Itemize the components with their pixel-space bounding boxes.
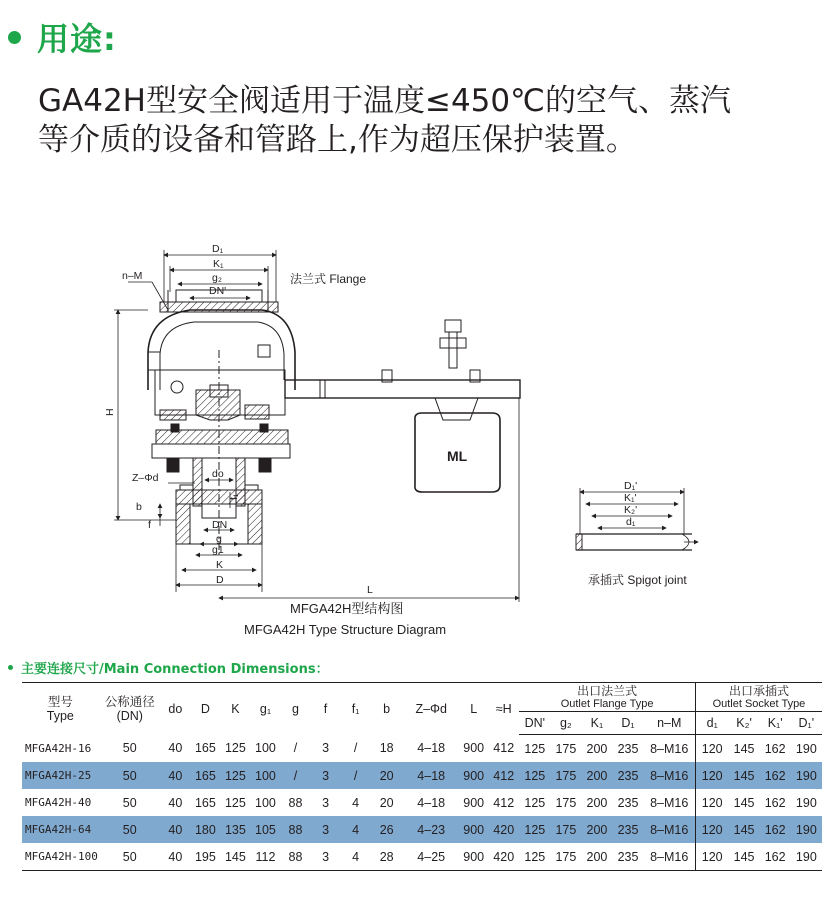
col-k1: K₁ <box>581 712 612 735</box>
table-cell-b: 20 <box>379 795 394 810</box>
table-cell-dnp: 125 <box>519 843 550 871</box>
table-cell-g: 88 <box>288 795 303 810</box>
table-cell-z: 4–18 <box>417 795 446 810</box>
table-cell-H: 412 <box>488 762 519 789</box>
table-cell-f1: / <box>341 762 370 789</box>
caption-cn: MFGA42H型结构图 <box>290 601 404 616</box>
table-cell-f: 3 <box>310 762 341 789</box>
table-cell-D: 165 <box>194 795 216 810</box>
usage-description: GA42H型安全阀适用于温度≤450℃的空气、蒸汽等介质的设备和管路上,作为超压保护装置。 <box>38 83 731 158</box>
table-cell-b: 18 <box>379 741 394 756</box>
dim-DN: DN <box>212 519 228 531</box>
table-cell-D: 195 <box>190 843 221 871</box>
col-g: g <box>281 683 310 735</box>
table-cell-g1: 100 <box>255 795 276 810</box>
table-cell-z: 4–18 <box>403 762 459 789</box>
table-cell-K: 145 <box>221 843 250 871</box>
table-cell-g2: 175 <box>555 795 577 810</box>
col-f1: f₁ <box>341 683 370 735</box>
table-row <box>22 816 822 843</box>
dim-D: D <box>216 574 224 586</box>
dim-H: H <box>104 408 116 416</box>
table-cell-dn: 50 <box>99 816 161 843</box>
table-cell-nm: 8–M16 <box>644 843 696 871</box>
table-cell-L: 900 <box>459 762 488 789</box>
table-cell-k2p: 145 <box>733 795 755 810</box>
dim-D1: D₁ <box>212 243 224 255</box>
flange-label: 法兰式 Flange <box>290 272 367 286</box>
table-cell-do: 40 <box>168 741 183 756</box>
table-cell-D: 165 <box>194 741 216 756</box>
table-cell-D: 165 <box>190 762 221 789</box>
col-L: L <box>459 683 488 735</box>
table-cell-g1: 105 <box>250 816 281 843</box>
dim-g: g <box>216 533 222 545</box>
table-cell-dnp: 125 <box>524 795 546 810</box>
table-cell-K: 125 <box>221 762 250 789</box>
col-d1: d₁ <box>695 712 728 735</box>
table-cell-g2: 175 <box>550 762 581 789</box>
dim-g2: g₂ <box>212 272 222 284</box>
table-cell-do: 40 <box>161 816 190 843</box>
table-cell-f1: / <box>353 741 358 756</box>
dim-f: f <box>148 519 151 531</box>
table-cell-H: 412 <box>493 795 515 810</box>
table-cell-dn: 50 <box>122 741 137 756</box>
col-d1-flange: D₁ <box>613 712 644 735</box>
table-cell-type: MFGA42H-16 <box>25 741 92 755</box>
dim-d1: d₁ <box>626 516 636 528</box>
table-cell-type: MFGA42H-100 <box>22 843 99 871</box>
dim-b: b <box>136 501 142 513</box>
col-K: K <box>221 683 250 735</box>
table-cell-d1f: 235 <box>617 741 639 756</box>
bullet-icon <box>8 31 21 44</box>
table-cell-d1p: 190 <box>791 843 822 871</box>
table-cell-dn: 50 <box>122 795 137 810</box>
table-cell-L: 900 <box>459 843 488 871</box>
table-row <box>22 789 822 816</box>
table-cell-H: 420 <box>488 816 519 843</box>
dim-f1: f₁ <box>228 493 240 500</box>
table-cell-type: MFGA42H-40 <box>25 796 92 809</box>
col-k1p: K₁' <box>760 712 791 735</box>
table-cell-K: 125 <box>224 795 246 810</box>
col-f: f <box>310 683 341 735</box>
table-cell-g1: 100 <box>255 741 276 756</box>
table-cell-g: 88 <box>281 843 310 871</box>
table-cell-dn: 50 <box>99 762 161 789</box>
col-b: b <box>370 683 403 735</box>
table-cell-K: 135 <box>221 816 250 843</box>
dim-g1: g1 <box>212 544 224 556</box>
table-cell-k1: 200 <box>581 816 612 843</box>
table-cell-k1: 200 <box>586 795 608 810</box>
dim-K1p: K₁' <box>624 492 637 504</box>
weight-mark: ML <box>447 448 468 464</box>
table-cell-g: / <box>281 762 310 789</box>
table-cell-b: 26 <box>370 816 403 843</box>
table-cell-k1p: 162 <box>764 795 786 810</box>
dim-nM: n–M <box>122 270 143 282</box>
dim-K: K <box>216 559 224 571</box>
table-cell-b: 20 <box>370 762 403 789</box>
col-nm: n–M <box>644 712 696 735</box>
table-cell-f: 3 <box>322 741 330 756</box>
caption-en: MFGA42H Type Structure Diagram <box>244 622 447 637</box>
table-cell-nm: 8–M16 <box>644 762 696 789</box>
table-cell-L: 900 <box>463 795 485 810</box>
table-cell-k1p: 162 <box>760 816 791 843</box>
table-cell-d1f: 235 <box>613 762 644 789</box>
table-cell-d1: 120 <box>695 843 728 871</box>
table-cell-dnp: 125 <box>524 741 546 756</box>
usage-header <box>8 14 117 60</box>
table-cell-k2p: 145 <box>733 741 755 756</box>
table-cell-d1p: 190 <box>795 741 817 756</box>
table-cell-do: 40 <box>161 843 190 871</box>
table-cell-f: 3 <box>310 843 341 871</box>
col-g2: g₂ <box>550 712 581 735</box>
table-cell-g2: 175 <box>550 816 581 843</box>
table-cell-d1p: 190 <box>791 816 822 843</box>
table-cell-k1: 200 <box>586 741 608 756</box>
table-cell-do: 40 <box>161 762 190 789</box>
table-cell-d1: 120 <box>695 816 728 843</box>
bullet-icon <box>8 665 13 670</box>
table-cell-f1: 4 <box>341 816 370 843</box>
table-cell-d1f: 235 <box>613 843 644 871</box>
dim-do: do <box>212 468 224 480</box>
dim-K2p: K₂' <box>624 504 638 516</box>
table-cell-f1: 4 <box>341 843 370 871</box>
table-cell-d1f: 235 <box>613 816 644 843</box>
table-cell-g: 88 <box>281 816 310 843</box>
table-cell-D: 180 <box>190 816 221 843</box>
table-cell-g1: 112 <box>250 843 281 871</box>
table-cell-k1p: 162 <box>760 843 791 871</box>
col-k2p: K₂' <box>729 712 760 735</box>
dimensions-title-text: 主要连接尺寸/Main Connection Dimensions： <box>21 662 329 677</box>
table-cell-L: 900 <box>459 816 488 843</box>
table-cell-f1: 4 <box>352 795 360 810</box>
table-row <box>22 735 822 763</box>
dim-D1p: D₁' <box>624 480 638 492</box>
table-cell-b: 28 <box>370 843 403 871</box>
table-cell-d1p: 190 <box>795 795 817 810</box>
valve-drawing <box>0 230 832 650</box>
group-socket: 出口承插式 Outlet Socket Type <box>695 683 822 712</box>
dim-K1: K₁ <box>213 258 224 270</box>
table-cell-nm: 8–M16 <box>650 741 689 756</box>
table-cell-k2p: 145 <box>729 762 760 789</box>
dim-L: L <box>367 584 373 596</box>
table-cell-dnp: 125 <box>519 816 550 843</box>
table-cell-z: 4–18 <box>417 741 446 756</box>
col-D: D <box>190 683 221 735</box>
table-cell-k1: 200 <box>581 762 612 789</box>
table-row <box>22 762 822 789</box>
table-cell-type: MFGA42H-25 <box>22 762 99 789</box>
table-cell-k1: 200 <box>581 843 612 871</box>
dim-ZPhid: Z–Φd <box>132 472 159 484</box>
table-cell-L: 900 <box>463 741 485 756</box>
col-do: do <box>161 683 190 735</box>
table-cell-K: 125 <box>224 741 246 756</box>
table-cell-f: 3 <box>322 795 330 810</box>
table-cell-z: 4–23 <box>403 816 459 843</box>
structure-diagram <box>0 230 832 650</box>
col-dn: 公称通径 (DN) <box>99 683 161 735</box>
table-cell-d1: 120 <box>695 789 728 816</box>
col-type: 型号 Type <box>22 683 99 735</box>
group-flange: 出口法兰式 Outlet Flange Type <box>519 683 695 712</box>
table-cell-d1f: 235 <box>617 795 639 810</box>
table-cell-g2: 175 <box>550 843 581 871</box>
table-cell-f: 3 <box>310 816 341 843</box>
table-cell-nm: 8–M16 <box>650 795 689 810</box>
dim-DNp: DN' <box>209 285 227 297</box>
table-cell-nm: 8–M16 <box>644 816 696 843</box>
table-cell-g2: 175 <box>555 741 577 756</box>
col-zphid: Z–Φd <box>403 683 459 735</box>
table-cell-d1p: 190 <box>791 762 822 789</box>
table-cell-k1p: 162 <box>764 741 786 756</box>
table-cell-g: / <box>293 741 298 756</box>
table-cell-z: 4–25 <box>403 843 459 871</box>
usage-title: 用途: <box>37 20 117 58</box>
table-cell-dn: 50 <box>99 843 161 871</box>
table-cell-H: 420 <box>488 843 519 871</box>
table-row <box>22 843 822 871</box>
col-H: ≈H <box>488 683 519 735</box>
col-d1p: D₁' <box>791 712 822 735</box>
table-cell-d1: 120 <box>695 735 728 763</box>
dimensions-table <box>22 682 822 871</box>
table-cell-do: 40 <box>168 795 183 810</box>
table-cell-g1: 100 <box>250 762 281 789</box>
col-g1: g₁ <box>250 683 281 735</box>
table-cell-dnp: 125 <box>519 762 550 789</box>
dimensions-title <box>8 658 329 677</box>
table-cell-k2p: 145 <box>729 816 760 843</box>
spigot-label: 承插式 Spigot joint <box>588 573 687 587</box>
table-cell-H: 412 <box>493 741 515 756</box>
table-cell-k1p: 162 <box>760 762 791 789</box>
table-cell-d1: 120 <box>695 762 728 789</box>
col-dnp: DN' <box>519 712 550 735</box>
table-cell-k2p: 145 <box>729 843 760 871</box>
table-cell-type: MFGA42H-64 <box>22 816 99 843</box>
